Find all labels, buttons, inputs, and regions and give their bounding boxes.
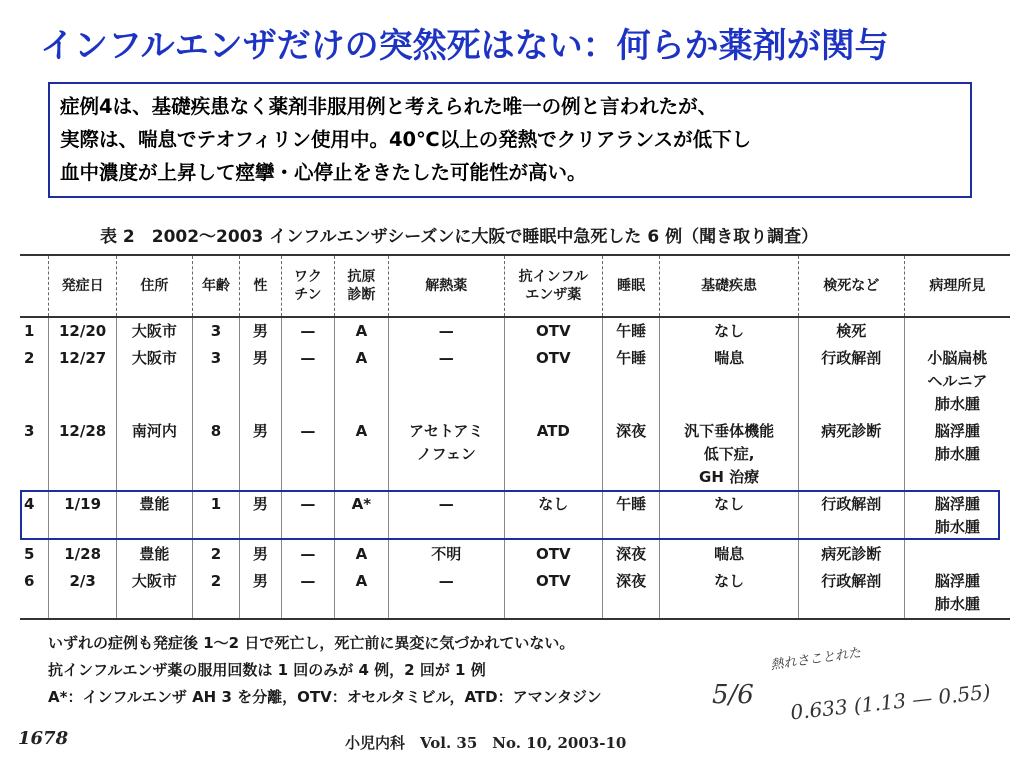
table-header-cell: 年齢 xyxy=(192,255,239,317)
table-cell: ATD xyxy=(504,418,602,491)
table-cell: 行政解剖 xyxy=(798,568,904,619)
table-cell: A xyxy=(335,541,389,568)
table-cell: 喘息 xyxy=(660,345,798,418)
table-cell: 男 xyxy=(240,345,281,418)
table-cell: 汎下垂体機能 低下症, GH 治療 xyxy=(660,418,798,491)
table-cell: 病死診断 xyxy=(798,541,904,568)
table-header-cell: 抗原 診断 xyxy=(335,255,389,317)
journal-reference: 小児内科 Vol. 35 No. 10, 2003-10 xyxy=(345,734,627,752)
footnote-3: A*：インフルエンザ AH 3 を分離，OTV：オセルタミビル，ATD：アマンタジン xyxy=(48,688,602,706)
table-cell: 男 xyxy=(240,317,281,345)
table-header-cell xyxy=(20,255,49,317)
table-header-cell: 検死など xyxy=(798,255,904,317)
table-header-cell: 基礎疾患 xyxy=(660,255,798,317)
table-cell: 南河内 xyxy=(116,418,192,491)
table-cell: OTV xyxy=(504,541,602,568)
table-cell: なし xyxy=(504,491,602,541)
table-cell: 不明 xyxy=(388,541,504,568)
table-cell: 3 xyxy=(192,317,239,345)
table-cell: 12/28 xyxy=(49,418,117,491)
case-4-highlight-box xyxy=(20,490,1000,540)
table-cell: 3 xyxy=(192,345,239,418)
table-cell: A* xyxy=(335,491,389,541)
table-cell: 午睡 xyxy=(602,345,660,418)
table-cell: OTV xyxy=(504,317,602,345)
case-table xyxy=(20,254,1010,620)
table-header-cell: 睡眠 xyxy=(602,255,660,317)
table-cell: 小脳扁桃 ヘルニア 肺水腫 xyxy=(904,345,1010,418)
table-cell: 豊能 xyxy=(116,541,192,568)
table-row xyxy=(20,418,1010,491)
table-cell: 6 xyxy=(20,568,49,619)
note-box xyxy=(48,82,972,198)
table-cell: 午睡 xyxy=(602,491,660,541)
table-cell: 3 xyxy=(24,422,35,440)
table-cell: 脳浮腫 肺水腫 xyxy=(904,418,1010,491)
table-header-cell: 解熱薬 xyxy=(388,255,504,317)
table-cell: 1/19 xyxy=(49,491,117,541)
table-cell: 大阪市 xyxy=(116,317,192,345)
table-cell: なし xyxy=(660,317,798,345)
table-cell: なし xyxy=(660,568,798,619)
table-cell: 午睡 xyxy=(602,317,660,345)
table-cell: なし xyxy=(660,491,798,541)
table-cell: OTV xyxy=(504,345,602,418)
table-cell: 脳浮腫 肺水腫 xyxy=(904,568,1010,619)
table-cell: 大阪市 xyxy=(116,568,192,619)
table-cell: — xyxy=(281,345,335,418)
note-line-2: 実際は、喘息でテオフィリン使用中。40℃以上の発熱でクリアランスが低下し xyxy=(60,128,752,151)
note-line-3: 血中濃度が上昇して痙攣・心停止をきたした可能性が高い。 xyxy=(60,161,587,184)
table-cell: 深夜 xyxy=(602,418,660,491)
table-cell: 行政解剖 xyxy=(798,345,904,418)
table-cell: — xyxy=(281,568,335,619)
table-header-cell: 性 xyxy=(240,255,281,317)
table-cell: 5 xyxy=(24,545,35,563)
table-header-cell: 病理所見 xyxy=(904,255,1010,317)
table-cell xyxy=(904,317,1010,345)
table-caption: 表 2 2002〜2003 インフルエンザシーズンに大阪で睡眠中急死した 6 例（聞き取り調査） xyxy=(100,227,819,247)
table-footnotes xyxy=(48,630,602,711)
table-cell: — xyxy=(281,541,335,568)
table-cell: 2 xyxy=(24,349,35,367)
table-cell: A xyxy=(335,345,389,418)
table-header-row xyxy=(20,255,1010,317)
table-cell: 深夜 xyxy=(602,541,660,568)
table-cell: 1 xyxy=(24,322,35,340)
table-cell: 12/27 xyxy=(49,345,117,418)
table-cell xyxy=(904,541,1010,568)
table-cell: アセトアミ ノフェン xyxy=(388,418,504,491)
footnote-2: 抗インフルエンザ薬の服用回数は 1 回のみが 4 例，2 回が 1 例 xyxy=(48,661,486,679)
table-cell: 男 xyxy=(240,418,281,491)
table-cell: 深夜 xyxy=(602,568,660,619)
table-cell: 病死診断 xyxy=(798,418,904,491)
handwritten-note-top: 熱れさことれた xyxy=(769,645,862,674)
table-header-cell: 抗インフル エンザ薬 xyxy=(504,255,602,317)
table-cell: 喘息 xyxy=(660,541,798,568)
table-cell: 検死 xyxy=(798,317,904,345)
table-row xyxy=(20,568,1010,619)
table-cell: 男 xyxy=(240,568,281,619)
table-cell: 男 xyxy=(240,541,281,568)
table-cell: 行政解剖 xyxy=(798,491,904,541)
table-cell: 豊能 xyxy=(116,491,192,541)
table-row xyxy=(20,317,1010,345)
table-cell: OTV xyxy=(504,568,602,619)
table-cell: 1/28 xyxy=(49,541,117,568)
table-cell: 大阪市 xyxy=(116,345,192,418)
table-cell: — xyxy=(281,418,335,491)
table-cell: 8 xyxy=(192,418,239,491)
slide-title: インフルエンザだけの突然死はない：何らか薬剤が関与 xyxy=(40,26,889,66)
table-cell: — xyxy=(388,568,504,619)
table-cell: — xyxy=(388,317,504,345)
table-row xyxy=(20,345,1010,418)
table-cell: A xyxy=(335,317,389,345)
table-cell: 4 xyxy=(24,495,35,513)
note-line-1: 症例4は、基礎疾患なく薬剤非服用例と考えられた唯一の例と言われたが、 xyxy=(60,95,718,118)
table-cell: 2 xyxy=(192,568,239,619)
table-cell: 1 xyxy=(192,491,239,541)
table-cell: 男 xyxy=(240,491,281,541)
table-cell: A xyxy=(335,418,389,491)
table-header-cell: 住所 xyxy=(116,255,192,317)
table-cell: 12/20 xyxy=(49,317,117,345)
table-cell: — xyxy=(281,317,335,345)
table-header-cell: 発症日 xyxy=(49,255,117,317)
table-cell: A xyxy=(335,568,389,619)
table-cell: 2 xyxy=(192,541,239,568)
table-header-cell: ワク チン xyxy=(281,255,335,317)
table-cell: 脳浮腫 肺水腫 xyxy=(904,491,1010,541)
table-cell: 2/3 xyxy=(49,568,117,619)
handwritten-date: 5/6 xyxy=(712,680,754,710)
footnote-1: いずれの症例も発症後 1〜2 日で死亡し，死亡前に異変に気づかれていない。 xyxy=(48,634,575,652)
table-cell: — xyxy=(388,491,504,541)
table-cell: — xyxy=(388,345,504,418)
page-number: 1678 xyxy=(18,728,69,749)
table-cell: — xyxy=(281,491,335,541)
table-row xyxy=(20,541,1010,568)
handwritten-note-values: 0.633 (1.13 — 0.55) xyxy=(789,679,992,725)
